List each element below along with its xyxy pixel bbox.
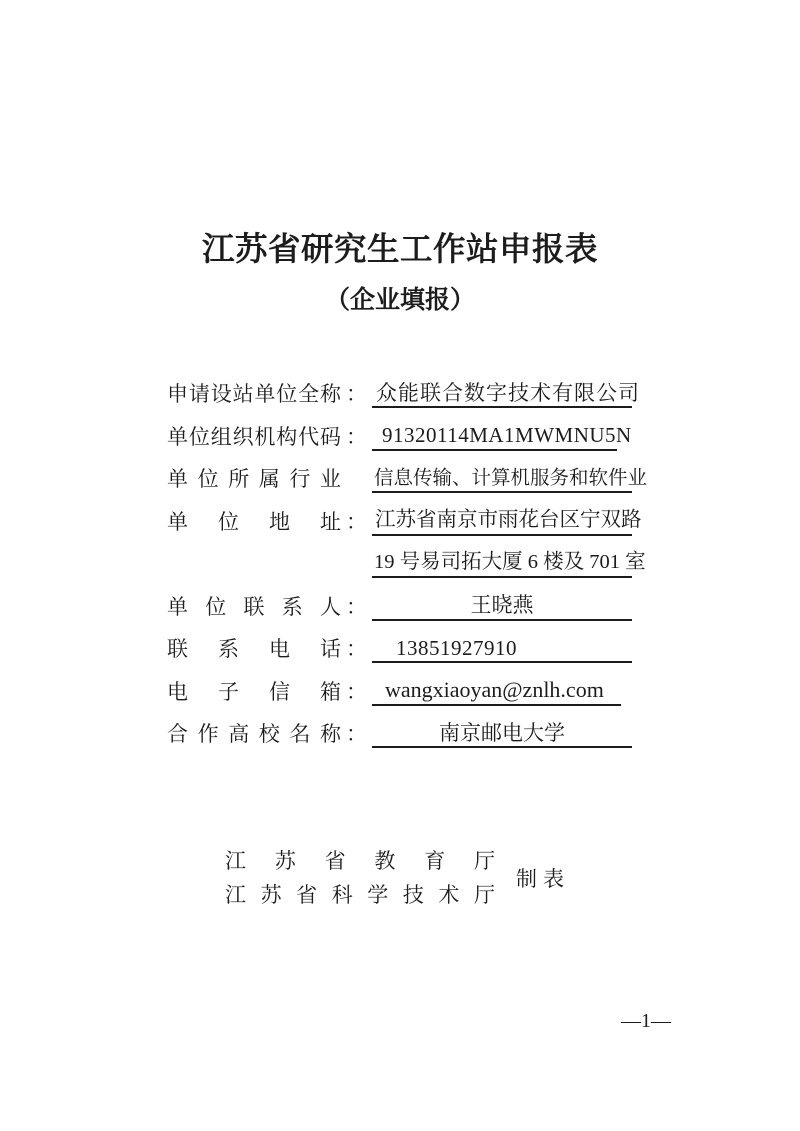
form-field-row-partner-university xyxy=(167,706,632,749)
field-label: 单位所属行业 xyxy=(167,467,341,492)
form-field-row-email xyxy=(167,663,632,706)
field-separator: ： xyxy=(346,382,367,407)
form-field-row-unit-name xyxy=(167,366,640,409)
field-value-underline: 王晓燕 xyxy=(372,592,632,620)
field-label: 单位组织机构代码 xyxy=(167,424,341,449)
form-field-row-address-line2 xyxy=(167,536,646,579)
field-label: 申请设站单位全称 xyxy=(167,382,341,407)
form-field-row-industry xyxy=(167,451,648,494)
field-label: 合作高校名称 xyxy=(167,722,341,747)
field-label: 单位联系人 xyxy=(167,594,341,619)
field-separator: ： xyxy=(346,424,367,449)
issuing-authorities xyxy=(225,844,495,912)
document-subtitle: （企业填报） xyxy=(324,287,475,314)
field-value-underline: 91320114MA1MWMNU5N xyxy=(372,422,617,450)
application-form xyxy=(167,366,648,749)
field-separator: ： xyxy=(346,679,367,704)
issuer-education-dept: 江苏省教育厅 xyxy=(225,849,495,873)
field-label: 单位地址 xyxy=(167,509,341,534)
document-title: 江苏省研究生工作站申报表 xyxy=(201,232,598,268)
issuer-science-tech-dept: 江苏省科学技术厅 xyxy=(225,883,495,907)
field-value-underline: 13851927910 xyxy=(372,635,632,663)
form-maker-note: 制表 xyxy=(516,867,570,891)
field-separator: ： xyxy=(346,509,367,534)
field-separator: ： xyxy=(346,594,367,619)
field-value-underline: 19 号易司拓大厦 6 楼及 701 室 xyxy=(372,550,632,578)
field-label: 联系电话 xyxy=(167,637,341,662)
field-value-underline: 信息传输、计算机服务和软件业 xyxy=(372,467,632,493)
field-separator: ： xyxy=(346,637,367,662)
form-field-row-contact-person xyxy=(167,578,632,621)
form-field-row-org-code xyxy=(167,408,632,451)
field-separator: ： xyxy=(346,722,367,747)
form-field-row-phone xyxy=(167,621,632,664)
field-value-underline: 众能联合数字技术有限公司 xyxy=(372,380,632,408)
form-field-row-address xyxy=(167,493,642,536)
field-value-underline: 南京邮电大学 xyxy=(372,720,632,748)
field-label: 电子信箱 xyxy=(167,679,341,704)
field-value-underline: wangxiaoyan@znlh.com xyxy=(372,676,621,706)
page-number: —1— xyxy=(621,1010,671,1032)
field-value-underline: 江苏省南京市雨花台区宁双路 xyxy=(372,508,632,536)
